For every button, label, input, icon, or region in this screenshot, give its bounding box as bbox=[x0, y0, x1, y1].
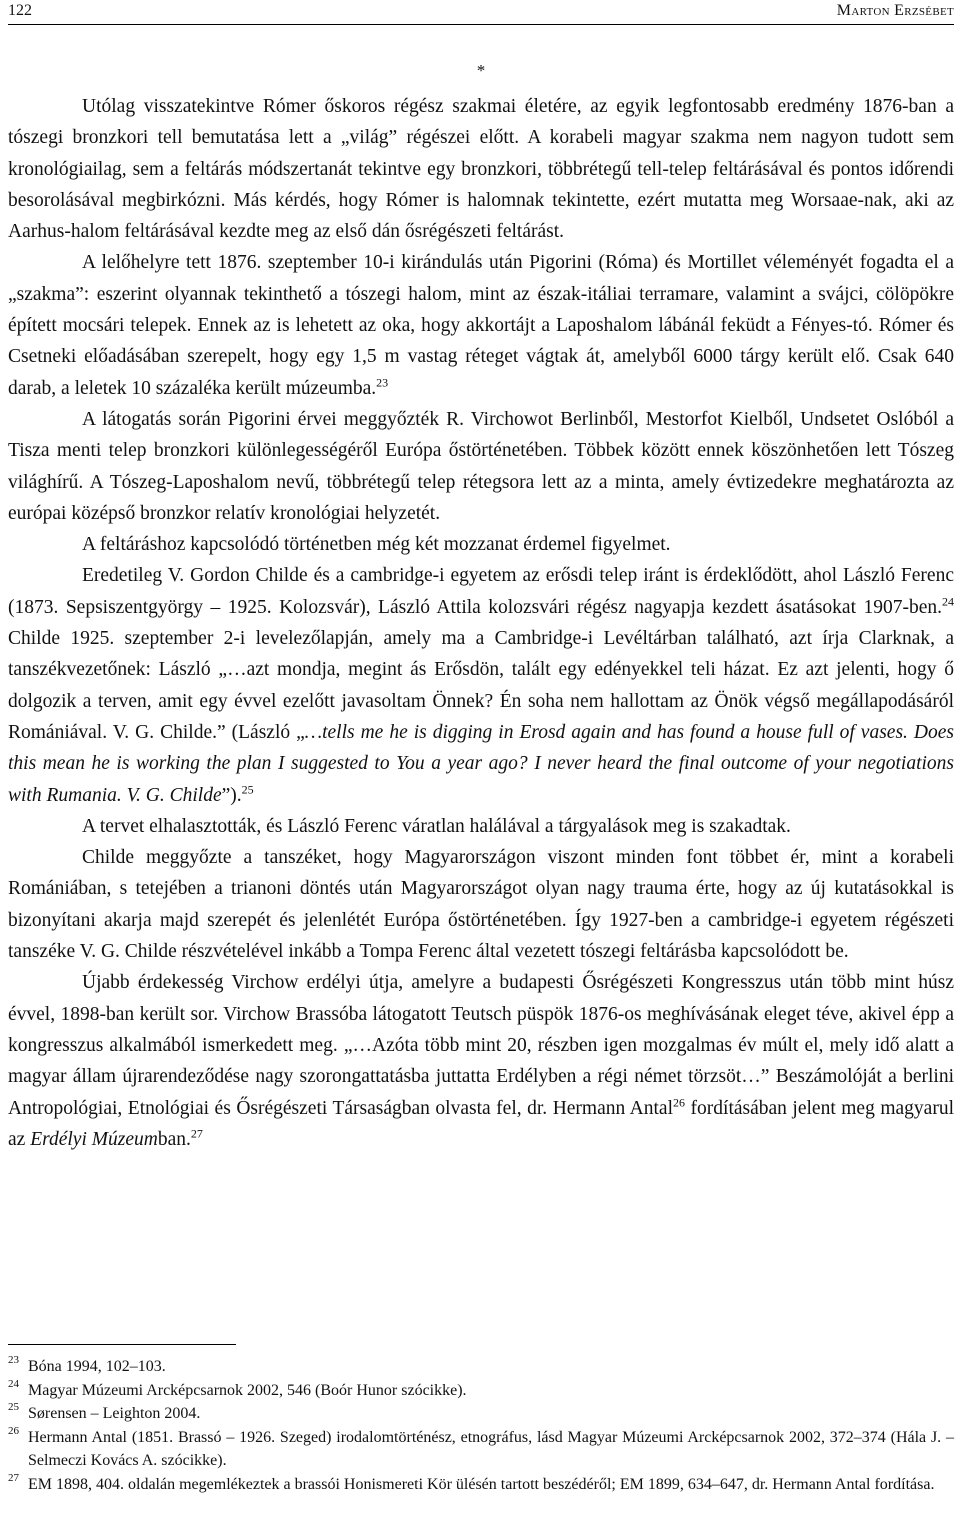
footnote bbox=[8, 1355, 954, 1379]
paragraph: Utólag visszatekintve Rómer őskoros régész szakmai életére, az egyik legfontosabb eredmény 1876-ban a tószegi bronzkori tell bemutatása lett a „világ” régészei előtt. A korabeli magyar szakma nem nagyon tudott sem kronológiailag, sem a feltárás módszertanát tekintve egy bronzkori, többrétegű tell-telep feltárásával és pontos időrendi besorolásával megbirkózni. Más kérdés, hogy Rómer is halomnak tekintette, ezért mutatta meg Worsaae-nak, aki az Aarhus-halom feltárásával kezdte meg az első dán ősrégészeti feltárást. bbox=[8, 96, 954, 243]
paragraph: A feltáráshoz kapcsolódó történetben még két mozzanat érdemel figyelmet. bbox=[82, 534, 671, 556]
footnote bbox=[8, 1426, 954, 1473]
running-header bbox=[8, 0, 954, 25]
footnote-text: Sørensen – Leighton 2004. bbox=[28, 1405, 201, 1422]
footnotes bbox=[8, 1344, 954, 1496]
paragraph: A tervet elhalasztották, és László Ferenc váratlan halálával a tárgyalások meg is szakadtak. bbox=[82, 815, 791, 837]
footnote-ref[interactable]: 26 bbox=[673, 1095, 686, 1109]
paragraph: Childe meggyőzte a tanszéket, hogy Magyarországon viszont minden font többet ér, mint a korabeli Romániában, s tetejében a trianoni döntés után Magyarországot olyan nagy trauma érte, hogy az új kutatásokkal is bizonyítani akarja majd szerepét és jelenlétét Európa őstörténetében. Így 1927-ben a cambridge-i egyetem régészeti tanszéke V. G. Childe részvételével inkább a Tompa Ferenc által vezetett tószegi feltárásba kapcsolódott be. bbox=[8, 847, 954, 963]
paragraph: A látogatás során Pigorini érvei meggyőzték R. Virchowot Berlinből, Mestorfot Kielből, Undsetet Oslóból a Tisza menti telep bronzkori különlegességéről Európa őstörténetében. Többek között ennek köszönhetően lett Tószeg világhírű. A Tószeg-Laposhalom nevű, többrétegű telep rétegsora lett az a minta, amely évtizedekre meghatározta az európai középső bronzkor relatív kronológiai helyzetét. bbox=[8, 408, 954, 524]
paragraph: Eredetileg V. Gordon Childe és a cambridge-i egyetem az erősdi telep iránt is érdeklődött, ahol László Ferenc (1873. Sepsiszentgyörgy – 1925. Kolozsvár), László Attila kolozsvári régész nagyapja kezdett ásatásokat 1907-ben.$^{24}$ Childe 1925. szeptember 2-i levelezőlapján, amely ma a Cambridge-i Levéltárban található, azt írja Clarknak, a tanszékvezetőnek: László „…azt mondja, megint ás Erősdön, talált egy edényekkel teli házat. Ez azt jelenti, hogy ő dolgozik a terven, amit egy évvel ezelőtt javasoltam Önnek? Én soha nem hallottam az Önök végső megállapodásáról Romániával. V. G. Childe.” (László „…tells me he is digging in Erosd again and has found a house full of vases. Does this mean he is working the plan I suggested to You a year ago? I never heard the final outcome of your negotiations with Rumania. V. G. Childe”).$^{25}$ bbox=[8, 565, 954, 806]
footnote bbox=[8, 1473, 954, 1497]
footnote-number: 27 bbox=[8, 1471, 19, 1484]
footnote-number: 25 bbox=[8, 1401, 19, 1413]
body-text bbox=[8, 91, 954, 1155]
footnote-number: 23 bbox=[8, 1354, 19, 1366]
footnote-text: EM 1898, 404. oldalán megemlékeztek a brassói Honismereti Kör ülésén tartott beszédéről; EM 1899, 634–647, dr. Hermann Antal fordítása. bbox=[28, 1475, 935, 1493]
paragraph: A lelőhelyre tett 1876. szeptember 10-i kirándulás után Pigorini (Róma) és Mortillet véleményét fogadta el a „szakma”: eszerint olyannak tekinthető a tószegi halom, mint az észak-itáliai terramare, valamint a svájci, cölöpökre épített mocsári telepek. Ennek az is lehetett az oka, hogy akkortájt a Laposhalom lábánál feküdt a Fényes-tó. Rómer és Csetneki előadásában szerepelt, hogy egy 1,5 m vastag réteget vágtak át, amelyből 6000 tárgy került elő. Csak 640 darab, a leletek 10 százaléka került múzeumba.$^{23}$ bbox=[8, 252, 954, 399]
quote-english: …tells me he is digging in Erosd again and has found a house full of vases. Does this mean he is working the plan I suggested to You a year ago? I never heard the final outcome of your negotiations with Rumania. V. G. Childe bbox=[8, 721, 954, 806]
footnote-ref[interactable]: 27 bbox=[190, 1126, 203, 1141]
journal-title: Erdélyi Múzeum bbox=[30, 1128, 158, 1150]
running-author: Marton Erzsébet bbox=[836, 2, 954, 19]
footnote-rule bbox=[8, 1344, 236, 1345]
footnote-ref[interactable]: 23 bbox=[376, 375, 389, 390]
paragraph: Újabb érdekesség Virchow erdélyi útja, amelyre a budapesti Ősrégészeti Kongresszus után több mint húsz évvel, 1898-ban került sor. Virchow Brassóba látogatott Teutsch püspök 1876-os meghívásának eleget téve, akivel épp a kongresszus alkalmából ismerkedett meg. „…Azóta több mint 20, részben igen mozgalmas év múlt el, mely idő alatt a magyar állam újrarendeződése nagy szorongattatásba juttatta Erdélyben a régi német törzsöt…” Beszámolóját a berlini Antropológiai, Etnológiai és Ősrégészeti Társaságban olvasta fel, dr. Hermann Antal$^{26}$ fordításában jelent meg magyarul az Erdélyi Múzeumban.$^{27}$ bbox=[8, 972, 954, 1150]
footnote-text: Hermann Antal (1851. Brassó – 1926. Szeged) irodalomtörténész, etnográfus, lásd Magyar Múzeumi Arcképcsarnok 2002, 372–374 (Hála J. – Selmeczi Kovács A. szócikke). bbox=[28, 1428, 954, 1469]
page-number: 122 bbox=[8, 2, 32, 19]
footnote bbox=[8, 1402, 954, 1426]
footnote-ref[interactable]: 24 bbox=[942, 594, 954, 609]
footnote-text: Magyar Múzeumi Arcképcsarnok 2002, 546 (Boór Hunor szócikke). bbox=[28, 1381, 467, 1399]
footnote bbox=[8, 1379, 954, 1403]
footnote-text: Bóna 1994, 102–103. bbox=[28, 1358, 166, 1375]
page bbox=[8, 0, 954, 1493]
footnote-number: 24 bbox=[8, 1377, 19, 1390]
footnote-number: 26 bbox=[8, 1424, 19, 1437]
footnote-ref[interactable]: 25 bbox=[241, 782, 254, 797]
section-separator: * bbox=[476, 61, 486, 80]
